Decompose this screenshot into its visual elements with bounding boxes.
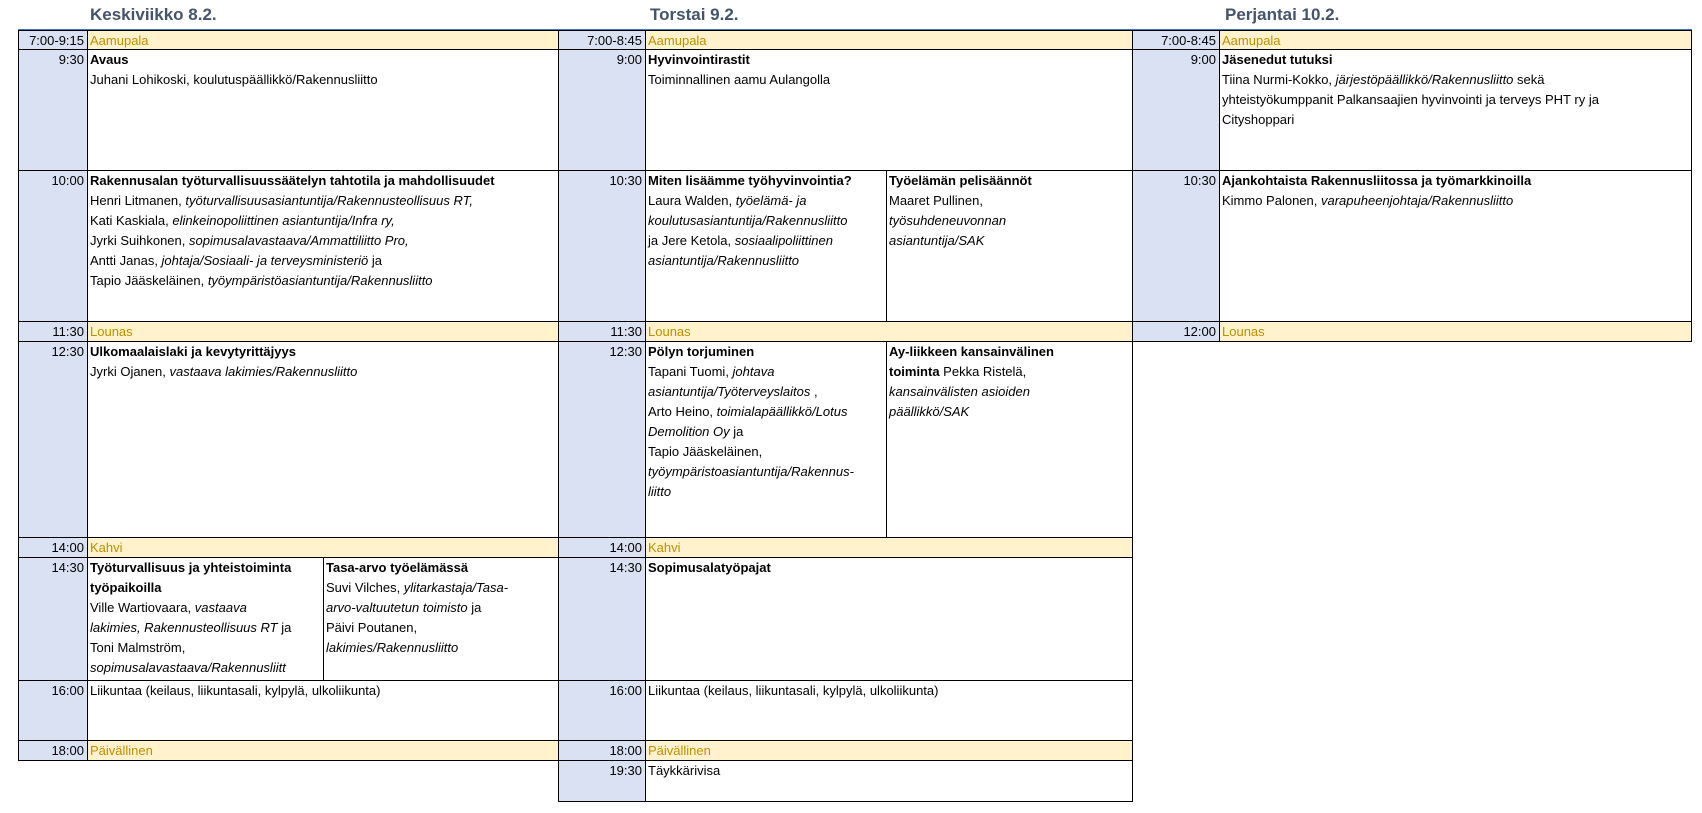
day-heading-friday: Perjantai 10.2. [1225, 5, 1340, 24]
coffee-cell: Kahvi [645, 537, 1133, 558]
speaker-line: Antti Janas, johtaja/Sosiaali- ja terveysministeriö ja [90, 253, 382, 268]
speaker-line: lakimies/Rakennusliitto [326, 640, 459, 655]
quiz-cell: Täykkärivisa [645, 760, 1133, 802]
session-title: Työturvallisuus ja yhteistoiminta työpaikoilla [90, 560, 292, 595]
time-cell: 18:00 [558, 740, 646, 761]
speaker-line: työympäristoasiantuntija/Rakennus- [648, 464, 854, 479]
day-heading-wednesday: Keskiviikko 8.2. [90, 5, 217, 24]
time-cell: 7:00-9:15 [18, 30, 88, 50]
speaker-line: sopimusalavastaava/Rakennusliitt [90, 660, 286, 675]
time-cell: 7:00-8:45 [558, 30, 646, 50]
speaker-line: asiantuntija/SAK [889, 233, 985, 248]
session-title: Miten lisäämme työhyvinvointia? [648, 173, 852, 188]
breakfast-cell: Aamupala [645, 30, 1133, 50]
speaker-line: asiantuntija/Työterveyslaitos , [648, 384, 818, 399]
session-cooperation [87, 557, 324, 681]
session-title: Pölyn torjuminen [648, 344, 755, 359]
session-workshops [645, 557, 1133, 681]
speaker-line: Tiina Nurmi-Kokko, järjestöpäällikkö/Rakennusliitto sekä [1222, 72, 1545, 87]
speaker-line: asiantuntija/Rakennusliitto [648, 253, 800, 268]
breakfast-cell: Aamupala [87, 30, 559, 50]
time-cell: 12:30 [558, 341, 646, 538]
time-cell: 14:30 [558, 557, 646, 681]
time-cell: 18:00 [18, 740, 88, 761]
speaker-line: Maaret Pullinen, [889, 193, 983, 208]
session-international [886, 341, 1133, 538]
day-heading-thursday: Torstai 9.2. [650, 5, 739, 24]
lunch-cell: Lounas [1219, 321, 1692, 342]
lunch-cell: Lounas [87, 321, 559, 342]
speaker-line: Tapani Tuomi, johtava [648, 364, 775, 379]
session-wellbeing-stations [645, 49, 1133, 171]
session-title: Ajankohtaista Rakennusliitossa ja työmarkkinoilla [1222, 173, 1532, 188]
session-work-rules [886, 170, 1133, 322]
session-member-benefits [1219, 49, 1692, 171]
speaker-line: lakimies, Rakennusteollisuus RT ja [90, 620, 292, 635]
speaker-line: Henri Litmanen, työturvallisuusasiantuntija/Rakennusteollisuus RT, [90, 193, 473, 208]
session-title: Jäsenedut tutuksi [1222, 52, 1333, 67]
time-cell: 16:00 [18, 680, 88, 741]
speaker-line: ja Jere Ketola, sosiaalipoliittinen [648, 233, 833, 248]
speaker-line: koulutusasiantuntija/Rakennusliitto [648, 213, 848, 228]
speaker-line: Demolition Oy ja [648, 424, 744, 439]
dinner-cell: Päivällinen [645, 740, 1133, 761]
time-cell: 11:30 [558, 321, 646, 342]
session-title: Tasa-arvo työelämässä [326, 560, 469, 575]
time-cell: 12:00 [1132, 321, 1220, 342]
session-title: Ay-liikkeen kansainvälinen [889, 344, 1054, 359]
session-safety-regulation [87, 170, 559, 322]
breakfast-cell: Aamupala [1219, 30, 1692, 50]
session-title: Avaus [90, 52, 129, 67]
time-cell: 9:00 [1132, 49, 1220, 171]
session-foreign-workers [87, 341, 559, 538]
time-cell: 10:30 [1132, 170, 1220, 322]
speaker-line: Toni Malmström, [90, 640, 186, 655]
coffee-cell: Kahvi [87, 537, 559, 558]
time-cell: 7:00-8:45 [1132, 30, 1220, 50]
session-title: Sopimusalatyöpajat [648, 560, 771, 575]
time-cell: 14:30 [18, 557, 88, 681]
session-dust-control [645, 341, 887, 538]
session-title: Ulkomaalaislaki ja kevytyrittäjyys [90, 344, 296, 359]
speaker-line: työsuhdeneuvonnan [889, 213, 1007, 228]
sport-cell: Liikuntaa (keilaus, liikuntasali, kylpylä, ulkoliikunta) [645, 680, 1133, 741]
time-cell: 12:30 [18, 341, 88, 538]
lunch-cell: Lounas [645, 321, 1133, 342]
session-equality [323, 557, 559, 681]
session-work-wellbeing [645, 170, 887, 322]
speaker-line: Ville Wartiovaara, vastaava [90, 600, 247, 615]
speaker-line: Suvi Vilches, ylitarkastaja/Tasa- [326, 580, 509, 595]
speaker-line: Päivi Poutanen, [326, 620, 418, 635]
speaker-line: Kati Kaskiala, elinkeinopoliittinen asiantuntija/Infra ry, [90, 213, 395, 228]
speaker-line: Jyrki Suihkonen, sopimusalavastaava/Ammattiliitto Pro, [90, 233, 409, 248]
time-cell: 10:30 [558, 170, 646, 322]
speaker-line: Laura Walden, työelämä- ja [648, 193, 807, 208]
speaker-line: päällikkö/SAK [889, 404, 970, 419]
time-cell: 11:30 [18, 321, 88, 342]
session-opening [87, 49, 559, 171]
time-cell: 14:00 [18, 537, 88, 558]
sport-cell: Liikuntaa (keilaus, liikuntasali, kylpylä, ulkoliikunta) [87, 680, 559, 741]
speaker-line: liitto [648, 484, 672, 499]
speaker-line: Kimmo Palonen, varapuheenjohtaja/Rakennusliitto [1222, 193, 1514, 208]
speaker-line: toiminta Pekka Ristelä, [889, 364, 1027, 379]
speaker-line: yhteistyökumppanit Palkansaajien hyvinvointi ja terveys PHT ry ja [1222, 92, 1599, 107]
session-title: Hyvinvointirastit [648, 52, 750, 67]
time-cell: 10:00 [18, 170, 88, 322]
speaker-line: Arto Heino, toimialapäällikkö/Lotus [648, 404, 848, 419]
time-cell: 9:30 [18, 49, 88, 171]
session-title: Rakennusalan työturvallisuussäätelyn tahtotila ja mahdollisuudet [90, 173, 495, 188]
time-cell: 9:00 [558, 49, 646, 171]
speaker-line: Cityshoppari [1222, 112, 1295, 127]
speaker-line: Juhani Lohikoski, koulutuspäällikkö/Rakennusliitto [90, 72, 378, 87]
time-cell: 14:00 [558, 537, 646, 558]
speaker-line: Toiminnallinen aamu Aulangolla [648, 72, 831, 87]
time-cell: 16:00 [558, 680, 646, 741]
dinner-cell: Päivällinen [87, 740, 559, 761]
speaker-line: Tapio Jääskeläinen, [648, 444, 763, 459]
speaker-line: kansainvälisten asioiden [889, 384, 1030, 399]
speaker-line: Tapio Jääskeläinen, työympäristöasiantuntija/Rakennusliitto [90, 273, 433, 288]
session-title: Työelämän pelisäännöt [889, 173, 1032, 188]
speaker-line: Jyrki Ojanen, vastaava lakimies/Rakennusliitto [90, 364, 358, 379]
time-cell: 19:30 [558, 760, 646, 802]
speaker-line: arvo-valtuutetun toimisto ja [326, 600, 482, 615]
session-current-affairs [1219, 170, 1692, 322]
